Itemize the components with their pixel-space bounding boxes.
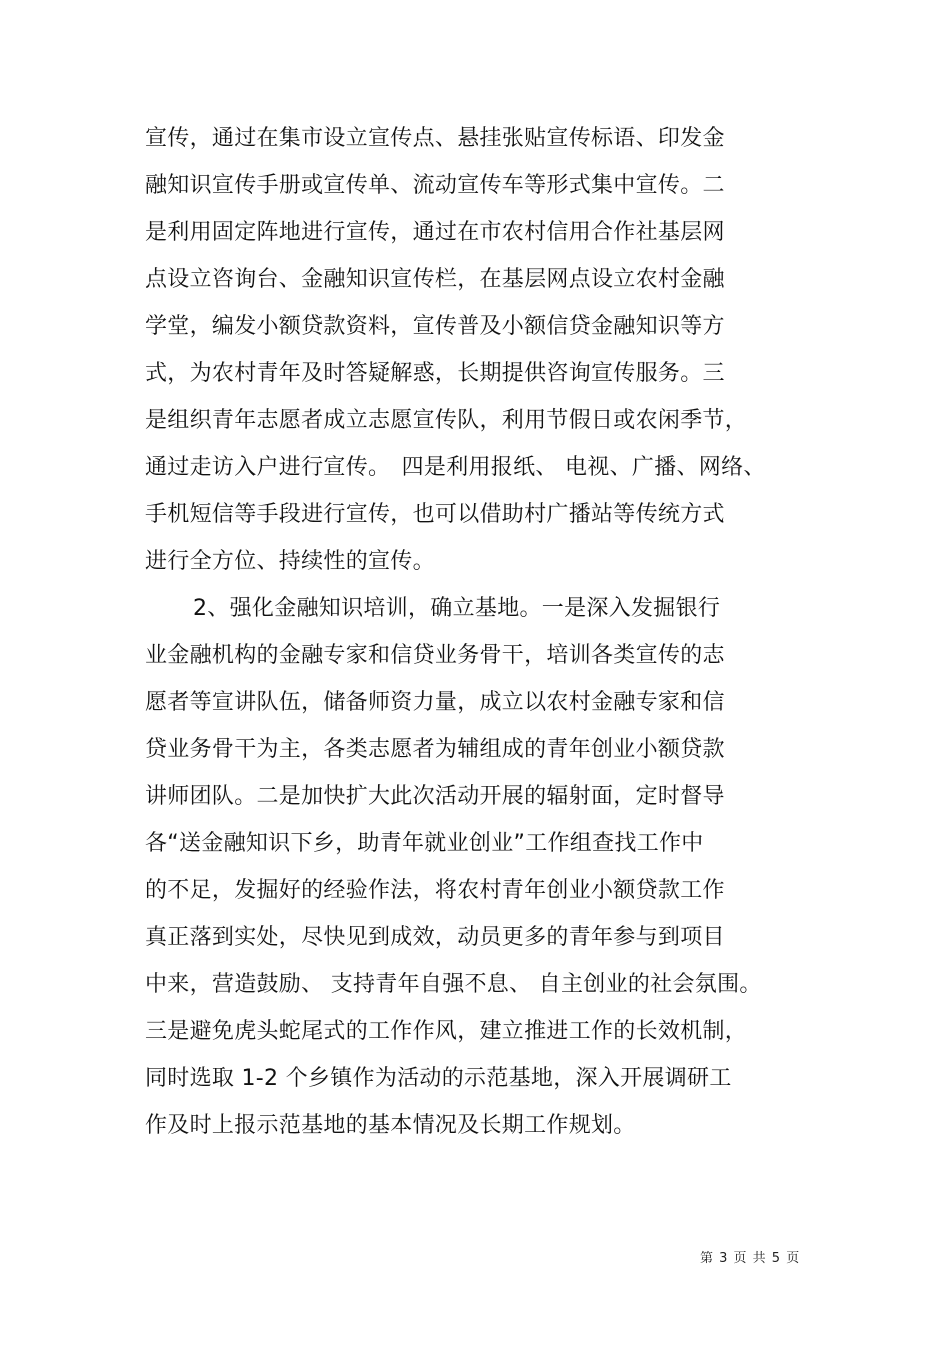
paragraph-1-line-10: 进行全方位、持续性的宣传。 (145, 549, 435, 574)
paragraph-2-line-4: 贷业务骨干为主，各类志愿者为辅组成的青年创业小额贷款 (145, 737, 725, 762)
paragraph-2-line-11: 同时选取 1-2 个乡镇作为活动的示范基地，深入开展调研工 (145, 1066, 732, 1091)
paragraph-2-line-3: 愿者等宣讲队伍，储备师资力量，成立以农村金融专家和信 (145, 690, 725, 715)
page-footer: 第 3 页 共 5 页 (700, 1251, 801, 1266)
paragraph-1-line-7: 是组织青年志愿者成立志愿宣传队，利用节假日或农闲季节， (145, 408, 748, 433)
paragraph-1-line-8: 通过走访入户进行宣传。 四是利用报纸、 电视、广播、网络、 (145, 455, 766, 480)
paragraph-2-line-7: 的不足，发掘好的经验作法，将农村青年创业小额贷款工作 (145, 878, 725, 903)
paragraph-1-line-5: 学堂，编发小额贷款资料，宣传普及小额信贷金融知识等方 (145, 314, 725, 339)
paragraph-2-line-1: 2、强化金融知识培训，确立基地。一是深入发掘银行 (193, 596, 721, 621)
paragraph-2-line-5: 讲师团队。二是加快扩大此次活动开展的辐射面，定时督导 (145, 784, 725, 809)
paragraph-1-line-4: 点设立咨询台、金融知识宣传栏，在基层网点设立农村金融 (145, 267, 725, 292)
paragraph-1-line-3: 是利用固定阵地进行宣传，通过在市农村信用合作社基层网 (145, 220, 725, 245)
paragraph-2-line-10: 三是避免虎头蛇尾式的工作作风，建立推进工作的长效机制， (145, 1019, 748, 1044)
paragraph-1-line-2: 融知识宣传手册或宣传单、流动宣传车等形式集中宣传。二 (145, 173, 725, 198)
paragraph-1-line-1: 宣传，通过在集市设立宣传点、悬挂张贴宣传标语、印发金 (145, 126, 725, 151)
paragraph-1-line-9: 手机短信等手段进行宣传，也可以借助村广播站等传统方式 (145, 502, 725, 527)
paragraph-1-line-6: 式，为农村青年及时答疑解惑，长期提供咨询宣传服务。三 (145, 361, 725, 386)
paragraph-2-line-8: 真正落到实处，尽快见到成效，动员更多的青年参与到项目 (145, 925, 725, 950)
paragraph-2-line-9: 中来，营造鼓励、 支持青年自强不息、 自主创业的社会氛围。 (145, 972, 762, 997)
paragraph-2-line-2: 业金融机构的金融专家和信贷业务骨干，培训各类宣传的志 (145, 643, 725, 668)
paragraph-2-line-6: 各“送金融知识下乡，助青年就业创业”工作组查找工作中 (145, 831, 704, 856)
paragraph-2-line-12: 作及时上报示范基地的基本情况及长期工作规划。 (145, 1113, 636, 1138)
